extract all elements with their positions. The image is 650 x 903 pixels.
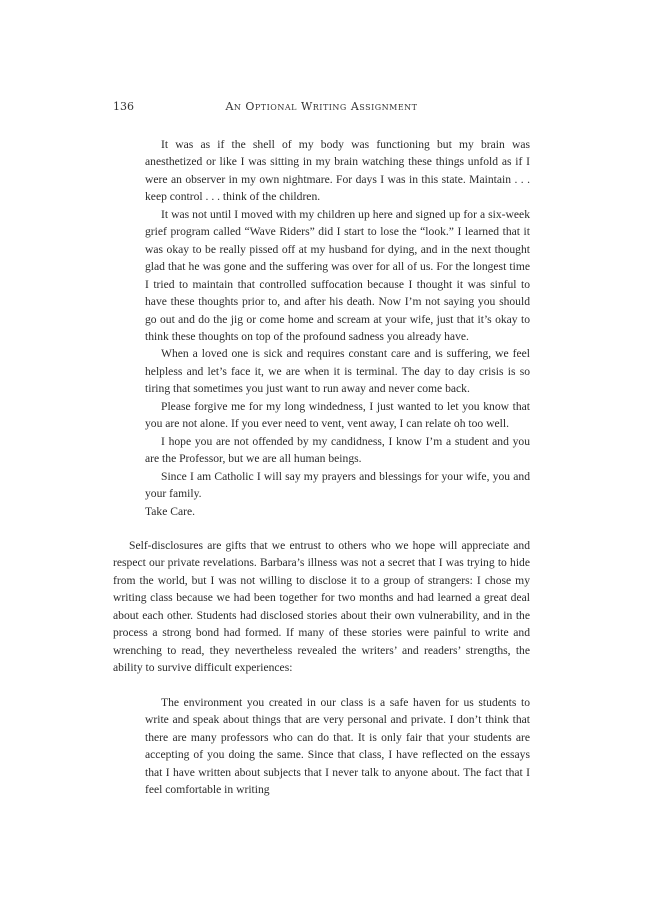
running-title: An Optional Writing Assignment [225,100,418,113]
block-quote-student [145,694,530,799]
student-quote-paragraph: The environment you created in our class is a safe haven for us students to write and speak about things that are very personal and private. I don’t think that there are many professors who can do that. It is only fair that your students are accepting of you doing the same. Since that class, I have reflected on the essays that I have written about subjects that I never talk to anyone about. The fact that I feel comfortable in writing [145,696,530,797]
letter-paragraph: It was not until I moved with my children up here and signed up for a six-week grief program called “Wave Riders” did I start to lose the “look.” I learned that it was okay to be really pissed off at my husband for dying, and in the next thought glad that he was gone and the suffering was over for all of us. For the longest time I tried to maintain that controlled suffocation because I thought it was sinful to have these thoughts prior to, and after his death. Now I’m not saying you should go out and do the jig or come home and scream at your wife, just that it’s okay to think these thoughts on top of the profound sadness you already have. [145,207,530,343]
page-number: 136 [113,100,134,113]
letter-paragraph: It was as if the shell of my body was functioning but my brain was anesthetized or like I was sitting in my brain watching these things unfold as if I were an observer in my own nightmare. For days I was in this state. Maintain . . . keep control . . . think of the children. [145,138,530,204]
body-text [113,537,530,677]
letter-paragraph: Since I am Catholic I will say my prayers and blessings for your wife, you and your family. [145,469,530,501]
page-header [113,100,530,118]
block-quote-letter [145,136,530,520]
letter-paragraph: I hope you are not offended by my candidness, I know I’m a student and you are the Professor, but we are all human beings. [145,434,530,466]
letter-paragraph: Please forgive me for my long windedness, I just wanted to let you know that you are not alone. If you ever need to vent, vent away, I can relate oh too well. [145,399,530,431]
body-paragraph: Self-disclosures are gifts that we entrust to others who we hope will appreciate and respect our private revelations. Barbara’s illness was not a secret that I was trying to hide from the world, but I was not willing to disclose it to a group of strangers: I chose my writing class because we had been together for two months and had learned a great deal about each other. Students had disclosed stories about their own vulnerability, and in the process a strong bond had formed. If many of these stories were painful to write and wrenching to read, they nevertheless revealed the writers’ and readers’ strengths, the ability to survive difficult experiences: [113,539,530,675]
letter-paragraph: When a loved one is sick and requires constant care and is suffering, we feel helpless and let’s face it, we are when it is terminal. The day to day crisis is so tiring that sometimes you just want to run away and never come back. [145,347,530,396]
letter-closing: Take Care. [145,504,196,518]
